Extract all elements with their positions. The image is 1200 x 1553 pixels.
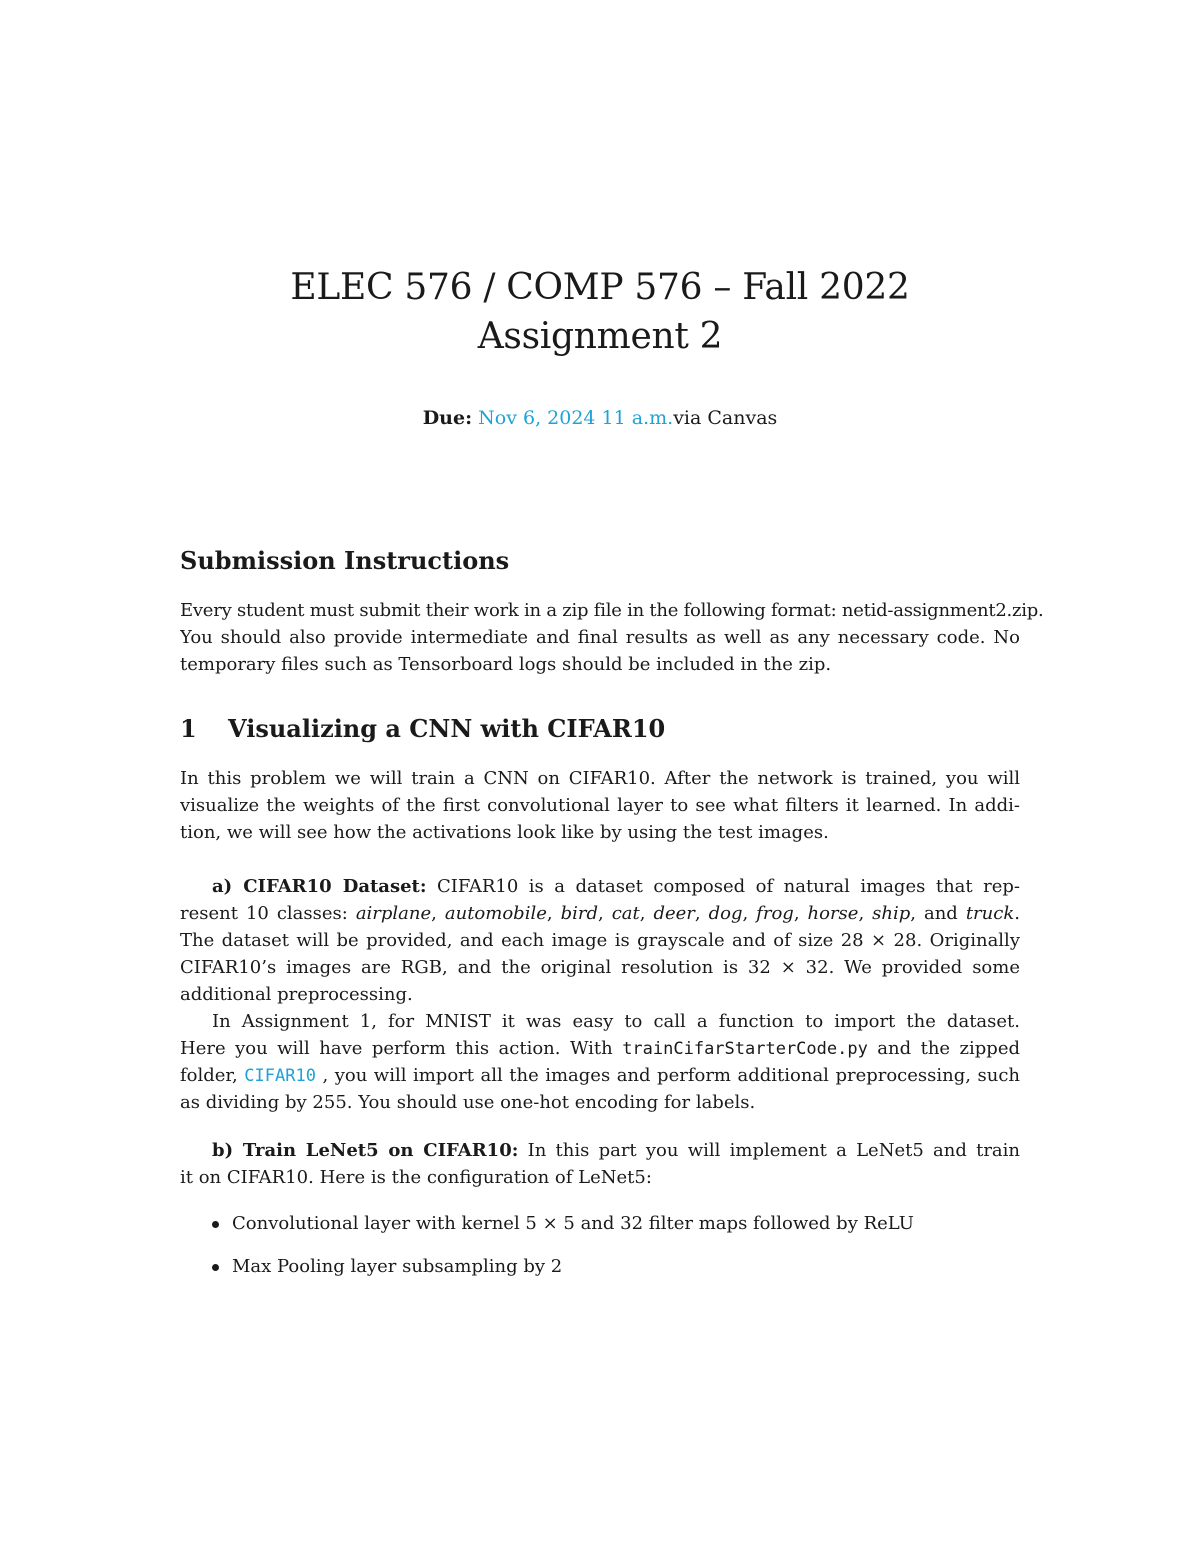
document-title: ELEC 576 / COMP 576 – Fall 2022	[290, 267, 910, 308]
section-1-heading	[180, 713, 665, 745]
class-cat: cat	[611, 903, 640, 924]
part-a-classes-prefix: resent 10 classes:	[180, 903, 348, 924]
intro-line-3: tion, we will see how the activations look like by using the test images.	[180, 822, 829, 843]
starter-code-filename: trainCifarStarterCode.py	[622, 1039, 868, 1059]
part-a-p2-line-1	[180, 1008, 1020, 1035]
part-b-line-1-text: In this part you will implement a LeNet5 and train	[527, 1140, 1020, 1161]
part-a-p2-line-2-a: Here you will have perform this action. With	[180, 1038, 613, 1059]
part-a-label: a) CIFAR10 Dataset:	[212, 876, 427, 897]
class-ship: ship	[872, 903, 911, 924]
part-b-line-2: it on CIFAR10. Here is the configuration of LeNet5:	[180, 1167, 652, 1188]
due-date-link[interactable]: Nov 6, 2024 11 a.m.	[478, 407, 674, 429]
part-a-p2-line-1-text: In Assignment 1, for MNIST it was easy to call a function to import the dataset.	[212, 1011, 1020, 1032]
bullet-icon	[212, 1264, 219, 1271]
intro-line-2: visualize the weights of the first convolutional layer to see what filters it learned. In addi-	[180, 795, 1020, 816]
list-item	[212, 1210, 1012, 1237]
section-1-intro	[180, 765, 1020, 846]
part-a-p2-line-2	[180, 1035, 1020, 1062]
part-a-line-3: The dataset will be provided, and each image is grayscale and of size 28 × 28. Originally	[180, 930, 1020, 951]
submission-line-1: Every student must submit their work in a zip file in the following format: netid-assignment2.zip.	[180, 600, 1044, 621]
class-deer: deer	[653, 903, 695, 924]
due-via: via Canvas	[673, 407, 778, 429]
submission-paragraph	[180, 597, 1044, 678]
cifar10-folder-link[interactable]: CIFAR10	[244, 1066, 316, 1086]
lenet5-config-list	[212, 1210, 1012, 1280]
submission-heading: Submission Instructions	[180, 546, 510, 575]
and-word: and	[923, 903, 958, 924]
class-dog: dog	[708, 903, 743, 924]
class-bird: bird	[560, 903, 598, 924]
part-b-line-1	[180, 1137, 1020, 1164]
section-1-number: 1	[180, 714, 197, 743]
due-label: Due:	[422, 407, 473, 429]
part-a-p2-line-2-b: and the zipped	[877, 1038, 1020, 1059]
part-a-line-5: additional preprocessing.	[180, 984, 413, 1005]
part-a-line-4: CIFAR10’s images are RGB, and the original resolution is 32 × 32. We provided some	[180, 957, 1020, 978]
part-a-paragraph	[180, 873, 1020, 1116]
class-automobile: automobile	[444, 903, 547, 924]
document-subtitle: Assignment 2	[477, 316, 723, 357]
bullet-icon	[212, 1221, 219, 1228]
due-line	[0, 405, 1200, 431]
part-b-label: b) Train LeNet5 on CIFAR10:	[212, 1140, 519, 1161]
intro-line-1: In this problem we will train a CNN on CIFAR10. After the network is trained, you will	[180, 768, 1020, 789]
class-horse: horse	[807, 903, 859, 924]
list-item-text: Convolutional layer with kernel 5 × 5 and 32 filter maps followed by ReLU	[232, 1213, 914, 1234]
part-a-p2-line-3	[180, 1062, 1020, 1089]
class-truck: truck	[965, 903, 1015, 924]
part-a-p2-line-4: as dividing by 255. You should use one-hot encoding for labels.	[180, 1092, 756, 1113]
part-b-paragraph	[180, 1137, 1020, 1191]
class-frog: frog	[756, 903, 794, 924]
part-a-line-2: resent 10 classes: airplane, automobile, bird, cat, deer, dog, frog, horse, ship, and truck.	[180, 903, 1020, 924]
list-item	[212, 1253, 1012, 1280]
part-a-p2-line-3-b: , you will import all the images and perform additional preprocessing, such	[322, 1065, 1020, 1086]
class-airplane: airplane	[355, 903, 432, 924]
part-a-line-1	[180, 873, 1020, 900]
part-a-p2-line-3-a: folder,	[180, 1065, 238, 1086]
list-item-text: Max Pooling layer subsampling by 2	[232, 1256, 563, 1277]
part-a-line-1-text: CIFAR10 is a dataset composed of natural images that rep-	[437, 876, 1020, 897]
submission-line-2: You should also provide intermediate and final results as well as any necessary code. No	[180, 627, 1020, 648]
submission-line-3: temporary files such as Tensorboard logs should be included in the zip.	[180, 654, 832, 675]
section-1-title: Visualizing a CNN with CIFAR10	[228, 714, 666, 743]
